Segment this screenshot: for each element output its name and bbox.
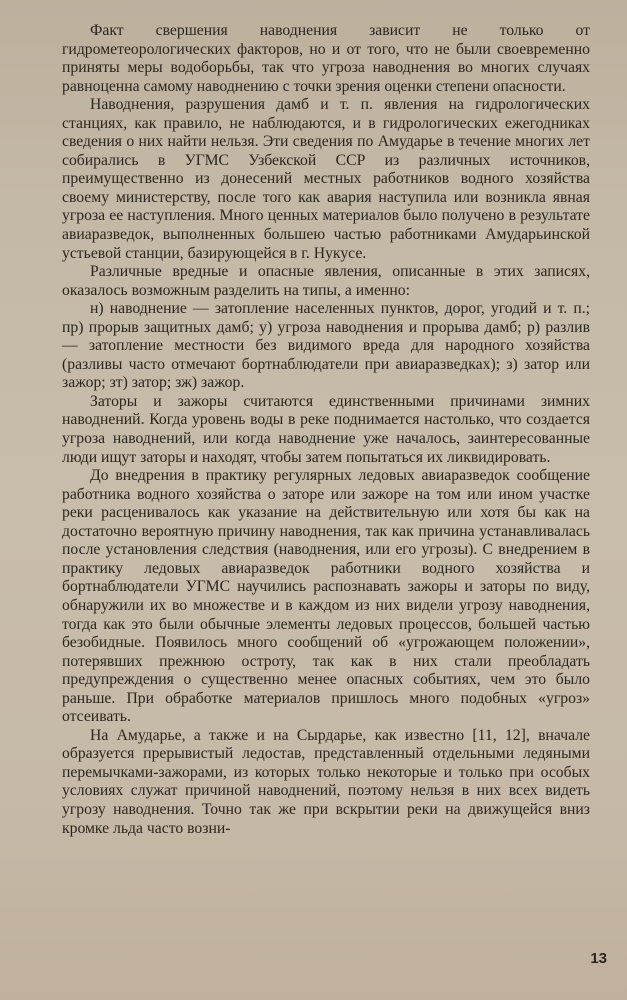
- paragraph-2: Наводнения, разрушения дамб и т. п. явления на гидрологических станциях, как правило, не наблюдаются, и в гидрологических ежегодниках сведения о них найти нельзя. Эти сведения по Амударье в течение многих лет собирались в УГМС Узбекской ССР из различных источников, преимущественно из донесений местных работников водного хозяйства своему министерству, после того как авария наступила или возникла явная угроза ее наступления. Много ценных материалов было получено в результате авиаразведок, выполненных большею частью работниками Амударьинской устьевой станции, базирующейся в г. Нукусе.: [62, 96, 590, 262]
- paragraph-1: Факт свершения наводнения зависит не только от гидрометеорологических факторов, но и от того, что не были своевременно приняты меры водоборьбы, так что угроза наводнения во многих случаях равноценна самому наводнению с точки зрения оценки степени опасности.: [62, 22, 590, 95]
- paragraph-4: н) наводнение — затопление населенных пунктов, дорог, угодий и т. п.; пр) прорыв защитных дамб; у) угроза наводнения и прорыва дамб; р) разлив — затопление местности без видимого вреда для народного хозяйства (разливы часто отмечают бортнаблюдатели при авиаразведках); з) затор или зажор; зт) затор; зж) зажор.: [62, 300, 590, 392]
- paragraph-6: До внедрения в практику регулярных ледовых авиаразведок сообщение работника водного хозяйства о заторе или зажоре на том или ином участке реки расценивалось как указание на действительную или хотя бы как на достаточно вероятную причину наводнения, так как причина устанавливалась после установления следствия (наводнения, или его угрозы). С внедрением в практику ледовых авиаразведок работники водного хозяйства и бортнаблюдатели УГМС научились распознавать зажоры и заторы по виду, обнаружили их во множестве и в каждом из них видели угрозу наводнения, тогда как это были обычные элементы ледовых процессов, большей частью безобидные. Появилось много сообщений об «угрожающем положении», потерявших прежнюю остроту, так как в них стали преобладать предупреждения о существенно менее опасных событиях, чем это было раньше. При обработке материалов пришлось много подобных «угроз» отсеивать.: [62, 467, 590, 726]
- page-number: 13: [590, 950, 607, 967]
- paragraph-7: На Амударье, а также и на Сырдарье, как известно [11, 12], вначале образуется прерывистый ледостав, представленный отдельными ледяными перемычками-зажорами, из которых только некоторые и только при особых условиях служат причиной наводнений, поэтому нельзя в них всех видеть угрозу наводнения. Точно так же при вскрытии реки на движущейся вниз кромке льда часто возни-: [62, 726, 590, 837]
- body-text: [62, 22, 590, 838]
- paragraph-5: Заторы и зажоры считаются единственными причинами зимних наводнений. Когда уровень воды в реке поднимается настолько, что создается угроза наводнений, или когда наводнение уже началось, заинтересованные люди ищут заторы и находят, чтобы затем попытаться их ликвидировать.: [62, 392, 590, 466]
- paragraph-3: Различные вредные и опасные явления, описанные в этих записях, оказалось возможным разделить на типы, а именно:: [62, 263, 590, 299]
